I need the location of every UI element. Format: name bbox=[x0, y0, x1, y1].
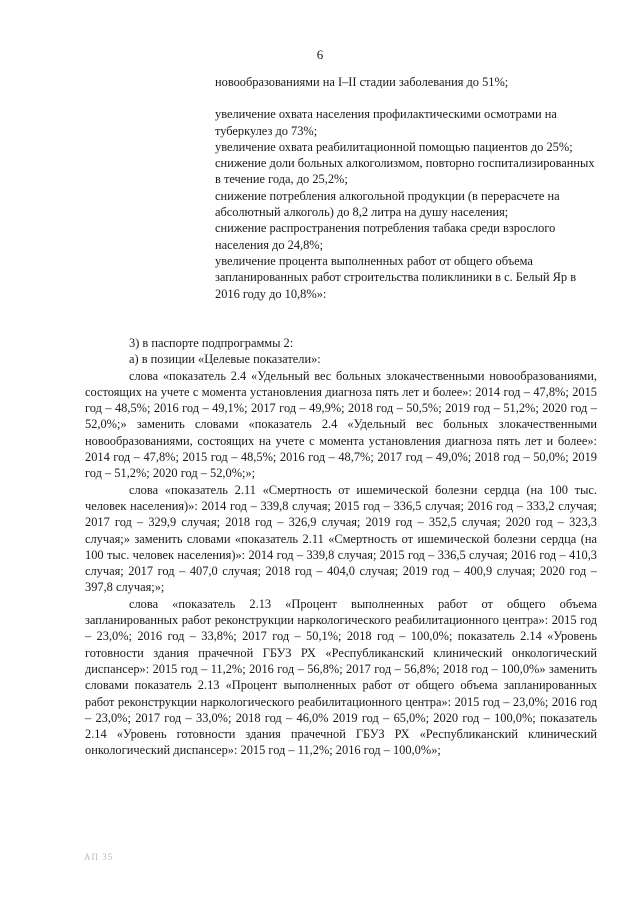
paragraph-indicator-2-11: слова «показатель 2.11 «Смертность от ишемической болезни сердца (на 100 тыс. человек населения)»: 2014 год – 339,8 случая; 2015 год – 336,5 случая; 2016 год – 333,2 случая; 2017 год – 329,9 случая; 2018 год – 326,9 случая; 2019 год – 352,5 случая; 2020 год – 323,3 случая;» заменить словами «показатель 2.11 «Смертность от ишемической болезни сердца (на 100 тыс. человек населения)»: 2014 год – 339,8 случая; 2015 год – 336,5 случая; 2016 год – 410,3 случая; 2017 год – 407,0 случая; 2018 год – 404,0 случая; 2019 год – 400,9 случая; 2020 год – 397,8 случая;»; bbox=[85, 482, 597, 595]
footer-mark: АП 35 bbox=[84, 852, 114, 862]
quote-line-1: новообразованиями на I–II стадии заболевания до 51%; bbox=[215, 75, 509, 89]
quote-line-6: снижение распространения потребления табака среди взрослого населения до 24,8%; bbox=[215, 221, 556, 252]
quote-line-4: снижение доли больных алкоголизмом, повторно госпитализированных в течение года, до 25,2%; bbox=[215, 156, 595, 187]
quoted-indicators-block bbox=[215, 74, 595, 302]
quote-line-3: увеличение охвата реабилитационной помощью пациентов до 25%; bbox=[215, 139, 573, 154]
main-text-body bbox=[85, 335, 597, 759]
quote-line-2: увеличение охвата населения профилактическими осмотрами на туберкулез до 73%; bbox=[215, 107, 557, 138]
page-number: 6 bbox=[316, 47, 324, 62]
item-a-heading: а) в позиции «Целевые показатели»: bbox=[129, 352, 321, 367]
item-3-heading: 3) в паспорте подпрограммы 2: bbox=[129, 336, 294, 350]
paragraph-indicator-2-13: слова «показатель 2.13 «Процент выполненных работ от общего объема запланированных работ реконструкции наркологического реабилитационного центра»: 2015 год – 23,0%; 2016 год – 33,8%; 2017 год – 50,1%; 2018 год – 100,0%; показатель 2.14 «Уровень готовности здания прачечной ГБУЗ РХ «Республиканский клинический онкологический диспансер»: 2015 год – 11,2%; 2016 год – 56,8%; 2017 год – 56,8%; 2018 год – 100,0%» заменить словами показатель 2.13 «Процент выполненных работ от общего объема запланированных работ реконструкции наркологического реабилитационного центра»: 2015 год – 23,0%; 2016 год – 23,0%; 2017 год – 33,0%; 2018 год – 46,0% 2019 год – 65,0%; 2020 год – 100,0%; показатель 2.14 «Уровень готовности здания прачечной ГБУЗ РХ «Республиканский клинический онкологический диспансер»: 2015 год – 11,2%; 2016 год – 100,0%»; bbox=[85, 596, 597, 758]
quote-line-5: снижение потребления алкогольной продукции (в перерасчете на абсолютный алкоголь) до 8,2 литра на душу населения; bbox=[215, 188, 560, 220]
quote-line-7: увеличение процента выполненных работ от общего объема запланированных работ строительства поликлиники в с. Белый Яр в 2016 году до 10,8%»: bbox=[215, 253, 577, 301]
paragraph-indicator-2-4: слова «показатель 2.4 «Удельный вес больных злокачественными новообразованиями, состоящих на учете с момента установления диагноза пять лет и более»: 2014 год – 47,8%; 2015 год – 48,5%; 2016 год – 49,1%; 2017 год – 49,9%; 2018 год – 50,5%; 2019 год – 51,2%; 2020 год – 52,0%;» заменить словами «показатель 2.4 «Удельный вес больных злокачественными новообразованиями, состоящих на учете с момента установления диагноза пять лет и более»: 2014 год – 47,8%; 2015 год – 48,5%; 2016 год – 48,7%; 2017 год – 49,0%; 2018 год – 50,0%; 2019 год – 51,2%; 2020 год – 52,0%;»; bbox=[85, 368, 597, 481]
